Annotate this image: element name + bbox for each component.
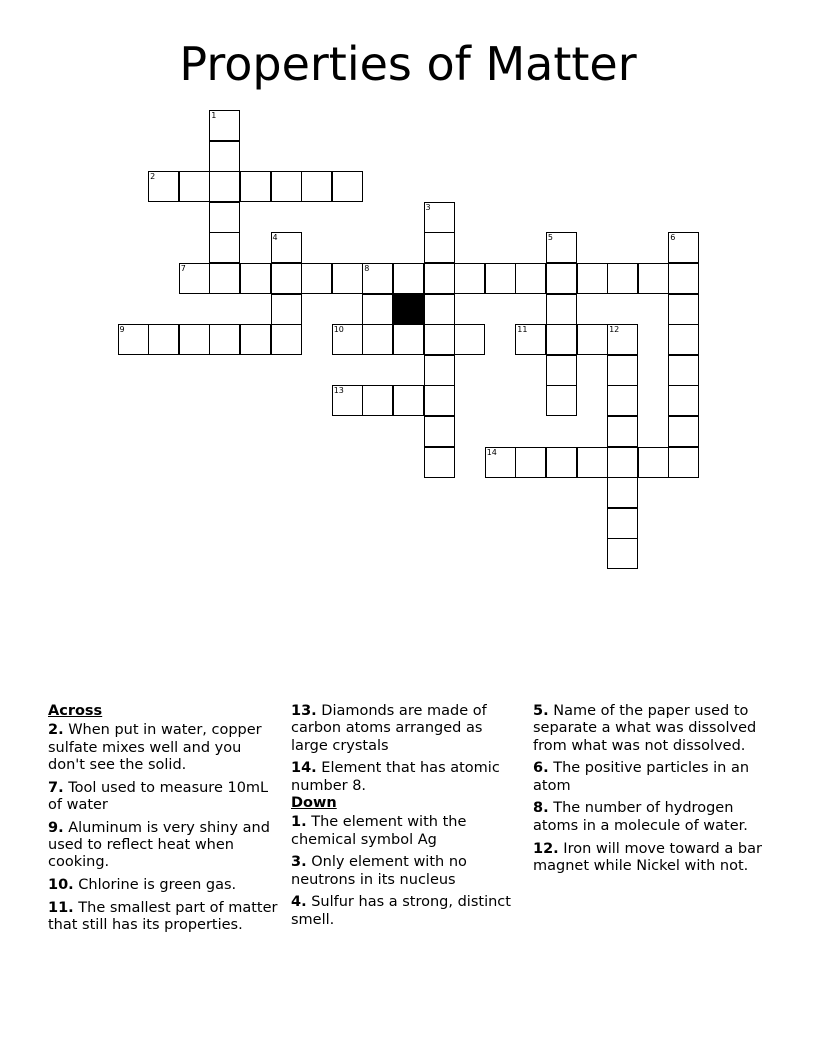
grid-cell[interactable] bbox=[515, 324, 546, 355]
grid-cell[interactable] bbox=[148, 171, 179, 202]
grid-cell[interactable] bbox=[118, 324, 149, 355]
grid-cell[interactable] bbox=[424, 232, 455, 263]
grid-cell[interactable] bbox=[668, 232, 699, 263]
grid-cell[interactable] bbox=[332, 263, 363, 294]
clue-number: 4 bbox=[272, 233, 278, 243]
clue-number: 6 bbox=[670, 233, 676, 243]
grid-cell[interactable] bbox=[332, 171, 363, 202]
grid-cell[interactable] bbox=[362, 385, 393, 416]
grid-cell[interactable] bbox=[179, 171, 210, 202]
clue-number: 1 bbox=[211, 111, 217, 120]
grid-cell[interactable] bbox=[424, 324, 455, 355]
grid-cell[interactable] bbox=[546, 385, 577, 416]
grid-cell[interactable] bbox=[485, 263, 516, 294]
grid-cell[interactable] bbox=[424, 294, 455, 325]
grid-cell[interactable] bbox=[424, 447, 455, 478]
grid-cell[interactable] bbox=[515, 263, 546, 294]
clue-down-4: 4. Sulfur has a strong, distinct smell. bbox=[291, 894, 511, 928]
clues-column-2 bbox=[291, 703, 513, 935]
clue-across-9: 9. Aluminum is very shiny and used to reflect heat when cooking. bbox=[48, 819, 270, 871]
grid-cell[interactable] bbox=[485, 447, 516, 478]
grid-cell[interactable] bbox=[362, 324, 393, 355]
clue-number: 7 bbox=[180, 264, 186, 273]
grid-cell[interactable] bbox=[393, 385, 424, 416]
grid-cell[interactable] bbox=[546, 263, 577, 294]
clue-across-14: 14. Element that has atomic number 8. bbox=[291, 760, 500, 794]
grid-cell[interactable] bbox=[424, 416, 455, 447]
grid-cell[interactable] bbox=[209, 263, 240, 294]
grid-cell[interactable] bbox=[546, 355, 577, 386]
grid-cell[interactable] bbox=[454, 324, 485, 355]
page-title: Properties of Matter bbox=[179, 37, 637, 91]
grid-cell[interactable] bbox=[668, 447, 699, 478]
grid-cell[interactable] bbox=[209, 324, 240, 355]
grid-cell[interactable] bbox=[301, 171, 332, 202]
grid-cell[interactable] bbox=[668, 416, 699, 447]
grid-cell[interactable] bbox=[607, 477, 638, 508]
grid-cell[interactable] bbox=[393, 324, 424, 355]
clue-down-8: 8. The number of hydrogen atoms in a molecule of water. bbox=[533, 800, 748, 834]
clues-column-3 bbox=[533, 703, 773, 881]
grid-cell[interactable] bbox=[271, 324, 302, 355]
grid-cell[interactable] bbox=[271, 171, 302, 202]
grid-cell[interactable] bbox=[240, 263, 271, 294]
grid-cell[interactable] bbox=[393, 263, 424, 294]
grid-cell[interactable] bbox=[607, 324, 638, 355]
clue-number: 14 bbox=[486, 447, 497, 457]
clue-number: 2 bbox=[150, 172, 156, 182]
grid-cell[interactable] bbox=[638, 263, 669, 294]
grid-cell[interactable] bbox=[607, 416, 638, 447]
grid-cell[interactable] bbox=[424, 385, 455, 416]
clue-across-11: 11. The smallest part of matter that still has its properties. bbox=[48, 899, 278, 934]
clue-number: 3 bbox=[425, 202, 431, 212]
grid-cell[interactable] bbox=[546, 447, 577, 478]
clue-down-12: 12. Iron will move toward a bar magnet while Nickel with not. bbox=[533, 840, 762, 874]
grid-cell[interactable] bbox=[668, 294, 699, 325]
grid-cell[interactable] bbox=[332, 324, 363, 355]
grid-cell[interactable] bbox=[362, 294, 393, 325]
grid-cell[interactable] bbox=[424, 202, 455, 233]
grid-cell[interactable] bbox=[638, 447, 669, 478]
clue-down-6: 6. The positive particles in an atom bbox=[533, 760, 750, 794]
clue-number: 9 bbox=[119, 325, 125, 335]
clue-down-3: 3. Only element with no neutrons in its nucleus bbox=[291, 854, 467, 888]
grid-cell[interactable] bbox=[607, 263, 638, 294]
grid-cell[interactable] bbox=[577, 324, 608, 355]
grid-cell[interactable] bbox=[577, 447, 608, 478]
clue-number: 12 bbox=[609, 325, 620, 335]
grid-cell[interactable] bbox=[424, 355, 455, 386]
grid-cell[interactable] bbox=[668, 385, 699, 416]
grid-cell[interactable] bbox=[271, 232, 302, 263]
down-heading: Down bbox=[291, 794, 337, 811]
grid-cell[interactable] bbox=[209, 202, 240, 233]
clue-across-2: 2. When put in water, copper sulfate mixes well and you don't see the solid. bbox=[48, 722, 262, 773]
grid-cell[interactable] bbox=[301, 263, 332, 294]
black-square bbox=[393, 294, 424, 325]
grid-cell[interactable] bbox=[179, 263, 210, 294]
grid-cell[interactable] bbox=[209, 141, 240, 172]
grid-cell[interactable] bbox=[424, 263, 455, 294]
clue-down-5: 5. Name of the paper used to separate a what was dissolved from what was not dissolved. bbox=[533, 703, 757, 754]
grid-cell[interactable] bbox=[607, 385, 638, 416]
grid-cell[interactable] bbox=[668, 324, 699, 355]
grid-cell[interactable] bbox=[668, 355, 699, 386]
clue-number: 8 bbox=[364, 264, 370, 273]
grid-cell[interactable] bbox=[362, 263, 393, 294]
grid-cell[interactable] bbox=[209, 171, 240, 202]
grid-cell[interactable] bbox=[209, 110, 240, 141]
clue-across-13: 13. Diamonds are made of carbon atoms arranged as large crystals bbox=[291, 703, 487, 754]
grid-cell[interactable] bbox=[209, 232, 240, 263]
grid-cell[interactable] bbox=[607, 447, 638, 478]
clues-column-1 bbox=[48, 703, 278, 940]
grid-cell[interactable] bbox=[515, 447, 546, 478]
grid-cell[interactable] bbox=[546, 294, 577, 325]
clue-number: 10 bbox=[333, 325, 344, 335]
clue-across-10: 10. Chlorine is green gas. bbox=[48, 877, 237, 894]
grid-cell[interactable] bbox=[148, 324, 179, 355]
grid-cell[interactable] bbox=[607, 355, 638, 386]
clue-down-1: 1. The element with the chemical symbol Ag bbox=[291, 814, 467, 848]
grid-cell[interactable] bbox=[271, 294, 302, 325]
grid-cell[interactable] bbox=[240, 171, 271, 202]
grid-cell[interactable] bbox=[546, 324, 577, 355]
clue-across-7: 7. Tool used to measure 10mL of water bbox=[48, 779, 269, 813]
clue-number: 13 bbox=[333, 386, 344, 396]
clue-number: 5 bbox=[547, 233, 553, 243]
grid-cell[interactable] bbox=[332, 385, 363, 416]
grid-cell[interactable] bbox=[577, 263, 608, 294]
grid-cell[interactable] bbox=[607, 538, 638, 569]
grid-cell[interactable] bbox=[179, 324, 210, 355]
across-heading: Across bbox=[48, 703, 103, 719]
grid-cell[interactable] bbox=[546, 232, 577, 263]
grid-cell[interactable] bbox=[668, 263, 699, 294]
grid-cell[interactable] bbox=[240, 324, 271, 355]
grid-cell[interactable] bbox=[454, 263, 485, 294]
grid-cell[interactable] bbox=[271, 263, 302, 294]
grid-cell[interactable] bbox=[607, 508, 638, 539]
clue-number: 11 bbox=[517, 325, 528, 335]
